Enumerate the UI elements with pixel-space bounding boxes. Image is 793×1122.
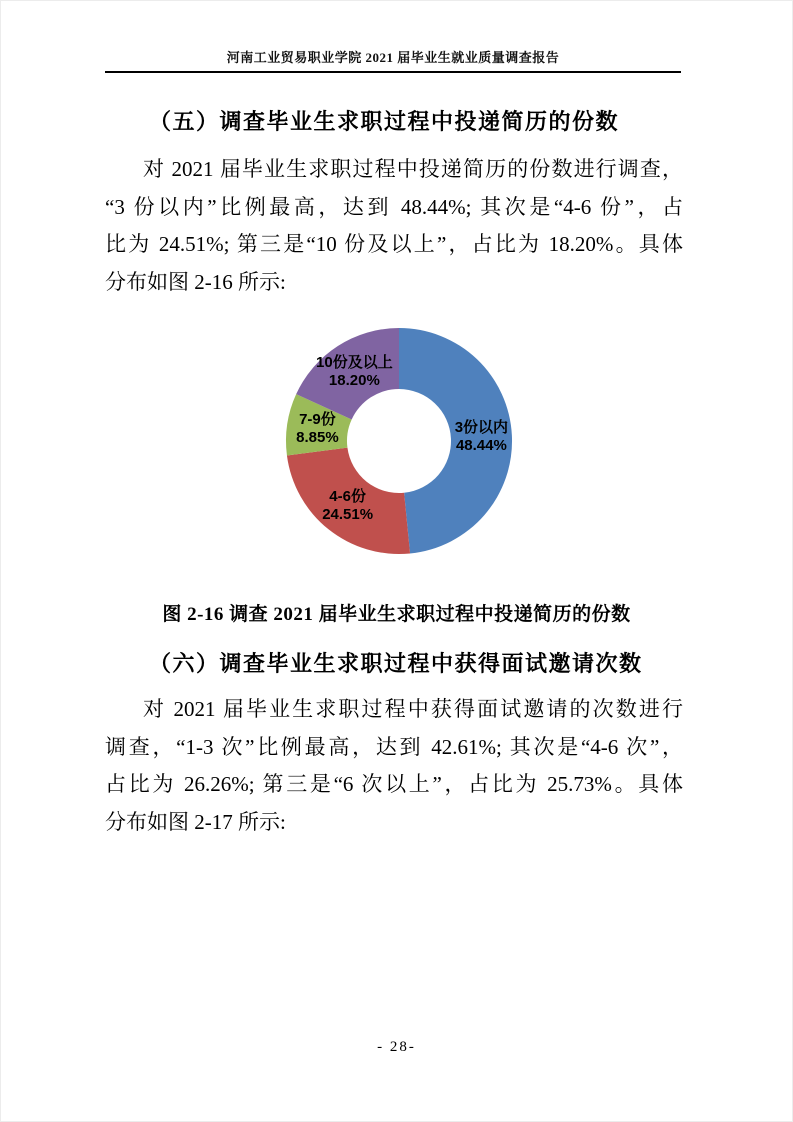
slice-label-0 [455, 419, 508, 455]
paragraph-line: 分布如图 2-17 所示: [105, 809, 286, 834]
slice-label-2 [296, 411, 339, 447]
paragraph-line: 调查，“1-3 次”比例最高，达到 42.61%; 其次是“4-6 次”， [105, 734, 683, 759]
paragraph-line: “3 份以内”比例最高，达到 48.44%; 其次是“4-6 份”，占 [105, 194, 683, 219]
figure-caption: 图 2-16 调查 2021 届毕业生求职过程中投递简历的份数 [162, 604, 631, 625]
slice-label-percent: 48.44% [455, 436, 507, 454]
donut-chart-figure [229, 311, 569, 581]
donut-chart-svg [229, 311, 569, 581]
paragraph-section6 [105, 691, 683, 841]
paragraph-section5 [105, 151, 683, 301]
slice-label-name: 10份及以上 [316, 353, 393, 371]
page-number: - 28- [377, 1039, 416, 1055]
slice-label-name: 3份以内 [454, 418, 509, 436]
slice-label-name: 4-6份 [329, 487, 366, 505]
paragraph-line: 比为 24.51%; 第三是“10 份及以上”，占比为 18.20%。具体 [105, 232, 683, 257]
section-heading-6: （六）调查毕业生求职过程中获得面试邀请次数 [149, 651, 643, 676]
paragraph-line: 占比为 26.26%; 第三是“6 次以上”，占比为 25.73%。具体 [105, 772, 683, 797]
page-header-title: 河南工业贸易职业学院 2021 届毕业生就业质量调查报告 [226, 50, 560, 65]
slice-label-percent: 8.85% [296, 428, 339, 446]
slice-label-percent: 24.51% [322, 505, 374, 523]
paragraph-line: 对 2021 届毕业生求职过程中投递简历的份数进行调查， [143, 157, 683, 181]
slice-label-name: 7-9份 [299, 410, 336, 428]
slice-label-1 [322, 488, 373, 524]
slice-label-3 [316, 354, 393, 390]
header-divider-line [105, 71, 681, 73]
slice-label-percent: 18.20% [328, 371, 380, 389]
section-heading-5: （五）调查毕业生求职过程中投递简历的份数 [149, 109, 620, 134]
paragraph-line: 分布如图 2-16 所示: [105, 269, 286, 294]
paragraph-line: 对 2021 届毕业生求职过程中获得面试邀请的次数进行 [143, 697, 683, 721]
